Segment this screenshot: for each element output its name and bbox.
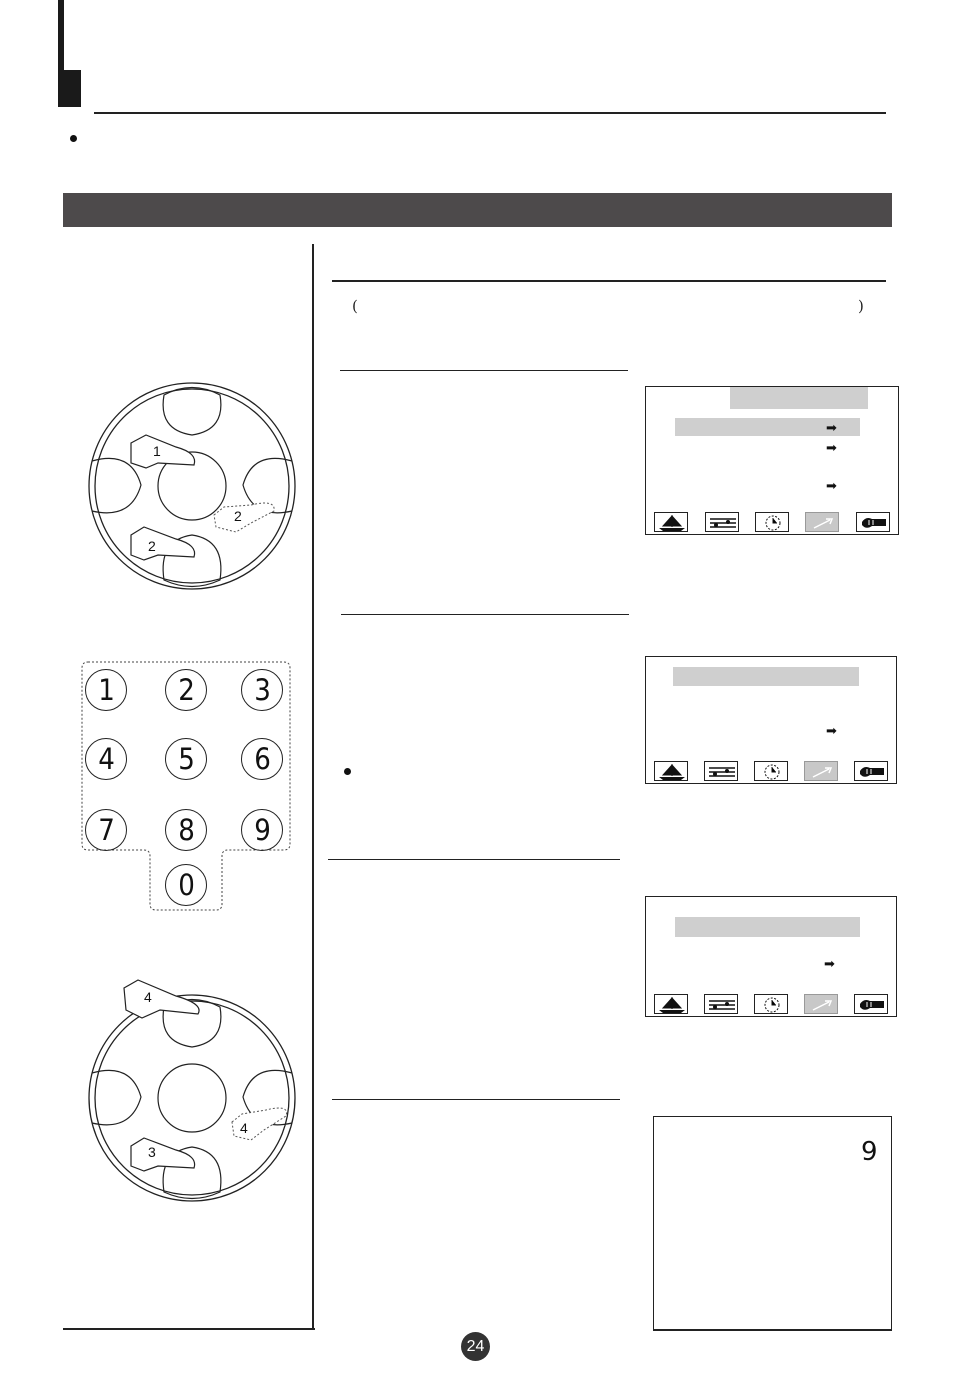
- step2-rule: [341, 614, 629, 615]
- hand-label-4-top: 4: [144, 989, 152, 1005]
- key-4[interactable]: 4: [85, 738, 127, 780]
- function-icon: [804, 761, 838, 781]
- footer-rule: [63, 1328, 315, 1330]
- hand-label-2-bottom: 2: [148, 538, 156, 554]
- function-icon: [805, 512, 839, 532]
- key-7[interactable]: 7: [85, 809, 127, 851]
- step3-rule: [328, 859, 620, 860]
- joystick-bottom: [86, 978, 298, 1210]
- sound-icon: [704, 761, 738, 781]
- hand-label-4-right: 4: [240, 1120, 248, 1136]
- sound-icon: [705, 512, 739, 532]
- key-3[interactable]: 3: [241, 669, 283, 711]
- column-divider: [312, 244, 314, 1330]
- step1-rule: [340, 370, 628, 371]
- menu-item-highlight: [673, 667, 859, 686]
- arrow-icon: ➡: [826, 478, 837, 493]
- step4-rule: [332, 1099, 620, 1100]
- paren-close: ): [858, 297, 864, 315]
- arrow-icon: ➡: [826, 420, 837, 435]
- picture-icon: [654, 512, 688, 532]
- timer-icon: [754, 761, 788, 781]
- intro-bullet: [70, 135, 77, 142]
- page-number: 24: [461, 1332, 490, 1361]
- lock-icon: [856, 512, 890, 532]
- sound-icon: [704, 994, 738, 1014]
- lock-icon: [854, 994, 888, 1014]
- function-icon: [804, 994, 838, 1014]
- osd-screen-3: [645, 896, 897, 1017]
- hand-label-2-right: 2: [234, 508, 242, 524]
- menu-icon-bar: [646, 512, 898, 532]
- lock-icon: [854, 761, 888, 781]
- step2-note-bullet: [344, 768, 351, 775]
- hand-label-3: 3: [148, 1144, 156, 1160]
- header-bar-block: [58, 70, 81, 107]
- key-9[interactable]: 9: [241, 809, 283, 851]
- header-rule: [94, 112, 886, 114]
- arrow-icon: ➡: [824, 956, 835, 971]
- key-0[interactable]: 0: [165, 864, 207, 906]
- osd-screen-4: [653, 1116, 892, 1331]
- picture-icon: [654, 994, 688, 1014]
- menu-icon-bar: [646, 994, 896, 1014]
- key-1[interactable]: 1: [85, 669, 127, 711]
- key-5[interactable]: 5: [165, 738, 207, 780]
- timer-icon: [755, 512, 789, 532]
- key-8[interactable]: 8: [165, 809, 207, 851]
- menu-title-highlight: [730, 387, 868, 409]
- step-heading-rule: [332, 280, 886, 282]
- picture-icon: [654, 761, 688, 781]
- menu-item-highlight: [675, 917, 860, 937]
- menu-icon-bar: [646, 761, 896, 781]
- osd-screen-1: [645, 386, 899, 535]
- paren-open: (: [352, 297, 358, 315]
- osd-screen-2: [645, 656, 897, 784]
- arrow-icon: ➡: [826, 440, 837, 455]
- joystick-top: [86, 375, 298, 597]
- channel-number: 9: [861, 1137, 877, 1167]
- arrow-icon: ➡: [826, 723, 837, 738]
- key-2[interactable]: 2: [165, 669, 207, 711]
- key-6[interactable]: 6: [241, 738, 283, 780]
- section-banner: [63, 193, 892, 227]
- hand-label-1: 1: [153, 443, 161, 459]
- timer-icon: [754, 994, 788, 1014]
